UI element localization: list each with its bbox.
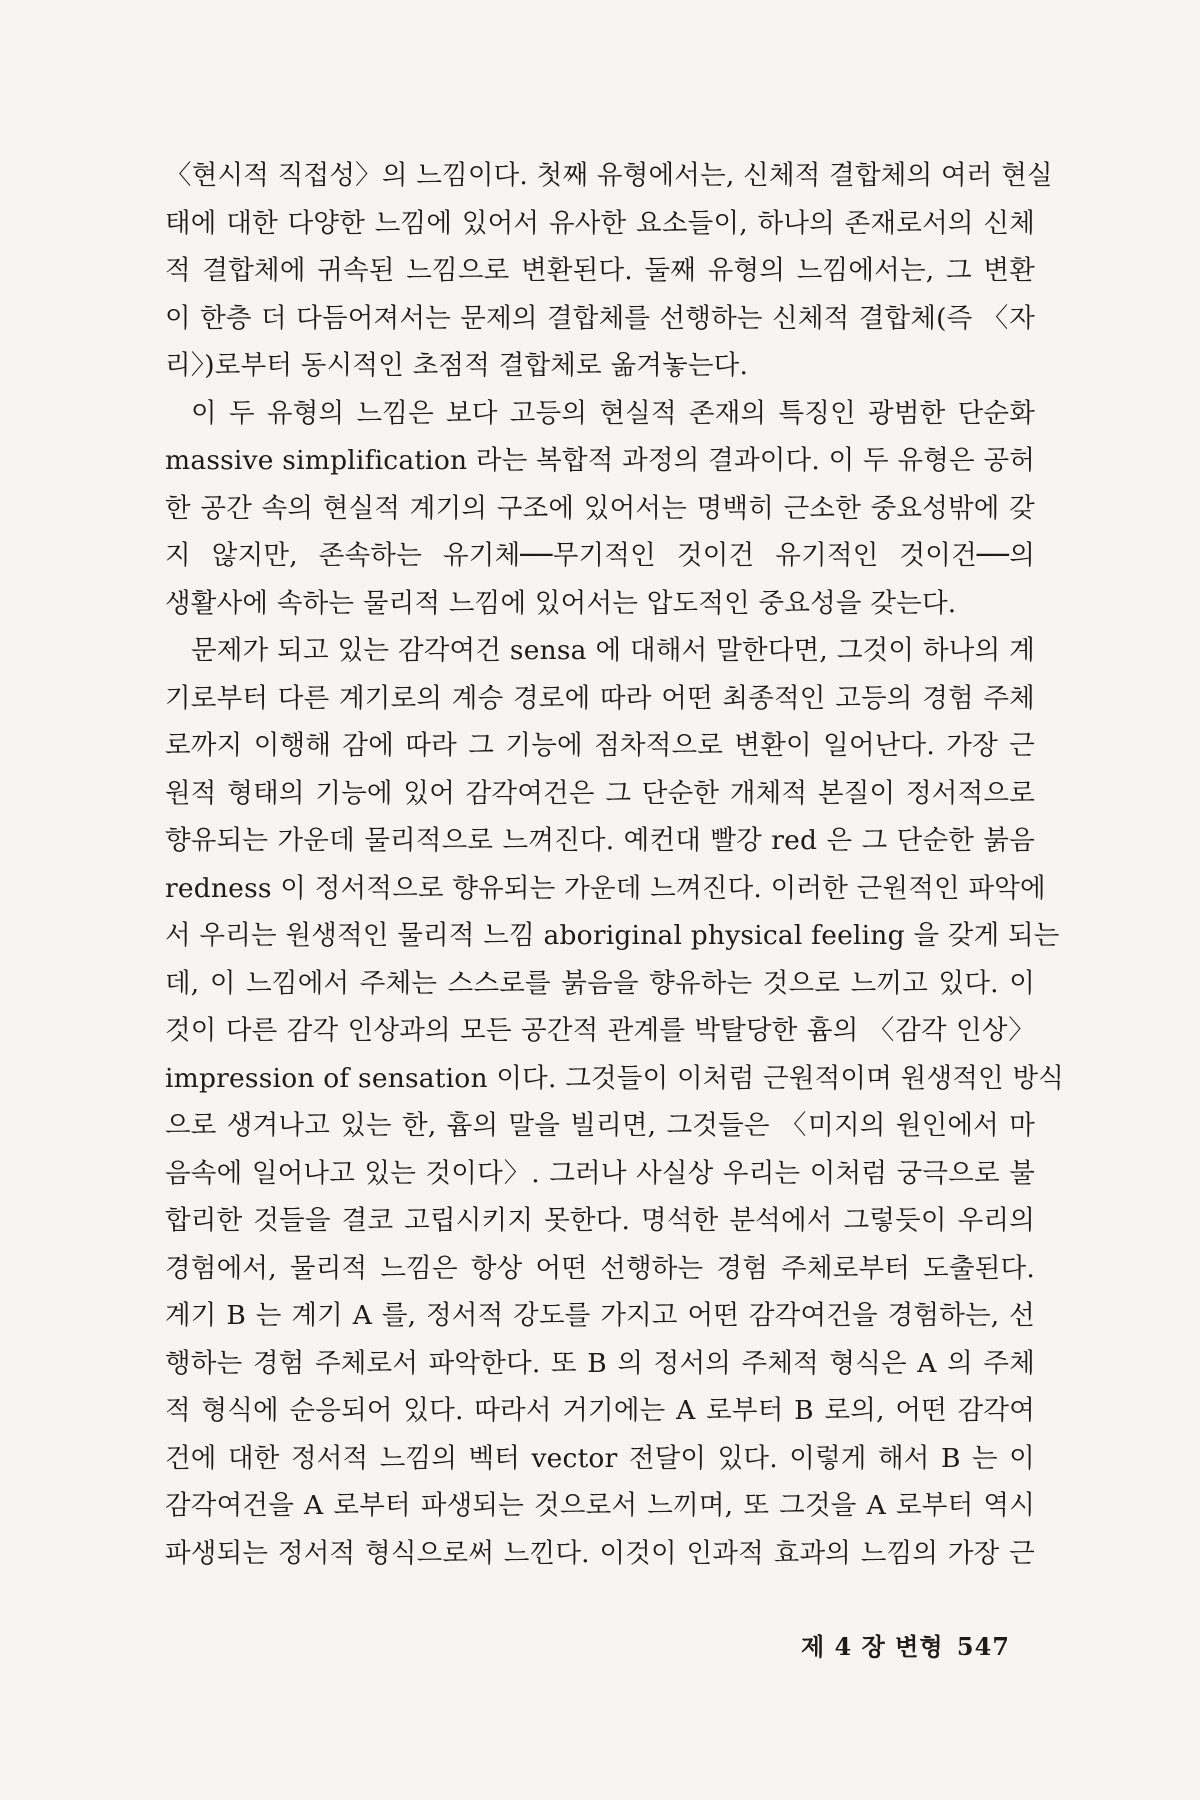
text-line: 서 우리는 원생적인 물리적 느낌 aboriginal physical feeling 을 갖게 되는 xyxy=(165,920,1060,951)
text-line: 이 두 유형의 느낌은 보다 고등의 현실적 존재의 특징인 광범한 단순화 xyxy=(191,397,1035,429)
text-line: 이 한층 더 다듬어져서는 문제의 결합체를 선행하는 신체적 결합체(즉 〈자 xyxy=(165,302,1035,334)
body-text xyxy=(165,152,1065,1577)
text-line: 합리한 것들을 결코 고립시키지 못한다. 명석한 분석에서 그렇듯이 우리의 xyxy=(165,1205,1035,1236)
text-line: 〈현시적 직접성〉의 느낌이다. 첫째 유형에서는, 신체적 결합체의 여러 현실 xyxy=(165,160,1053,191)
page-footer xyxy=(797,1627,1010,1662)
text-line: 생활사에 속하는 물리적 느낌에 있어서는 압도적인 중요성을 갖는다. xyxy=(165,587,957,619)
text-line: 리〉)로부터 동시적인 초점적 결합체로 옮겨놓는다. xyxy=(165,350,749,381)
text-line: 적 형식에 순응되어 있다. 따라서 거기에는 A 로부터 B 로의, 어떤 감각여 xyxy=(165,1395,1035,1426)
text-line: impression of sensation 이다. 그것들이 이처럼 근원적이며 원생적인 방식 xyxy=(165,1062,1065,1094)
text-line: 파생되는 정서적 형식으로써 느낀다. 이것이 인과적 효과의 느낌의 가장 근 xyxy=(165,1537,1035,1569)
text-line: 감각여건을 A 로부터 파생되는 것으로서 느끼며, 또 그것을 A 로부터 역시 xyxy=(165,1490,1035,1521)
text-line: 향유되는 가운데 물리적으로 느껴진다. 예컨대 빨강 red 은 그 단순한 붉음 xyxy=(165,825,1035,856)
text-line: 건에 대한 정서적 느낌의 벡터 vector 전달이 있다. 이렇게 해서 B 는 이 xyxy=(165,1442,1035,1474)
text-line: 지 않지만, 존속하는 유기체──무기적인 것이건 유기적인 것이건──의 xyxy=(165,540,1035,571)
text-line: 행하는 경험 주체로서 파악한다. 또 B 의 정서의 주체적 형식은 A 의 주체 xyxy=(165,1347,1035,1379)
text-line: 원적 형태의 기능에 있어 감각여건은 그 단순한 개체적 본질이 정서적으로 xyxy=(165,777,1035,809)
running-head-chapter: 제 4 장 변형 xyxy=(801,1632,944,1661)
text-line: 기로부터 다른 계기로의 계승 경로에 따라 어떤 최종적인 고등의 경험 주체 xyxy=(165,682,1035,714)
text-line: redness 이 정서적으로 향유되는 가운데 느껴진다. 이러한 근원적인 파악에 xyxy=(165,872,1046,904)
text-line: massive simplification 라는 복합적 과정의 결과이다. 이 두 유형은 공허 xyxy=(165,445,1036,476)
text-line: 계기 B 는 계기 A 를, 정서적 강도를 가지고 어떤 감각여건을 경험하는, 선 xyxy=(165,1300,1035,1331)
text-line: 문제가 되고 있는 감각여건 sensa 에 대해서 말한다면, 그것이 하나의 계 xyxy=(191,635,1035,666)
text-line: 태에 대한 다양한 느낌에 있어서 유사한 요소들이, 하나의 존재로서의 신체 xyxy=(165,207,1035,239)
text-line: 음속에 일어나고 있는 것이다〉. 그러나 사실상 우리는 이처럼 궁극으로 불 xyxy=(165,1157,1035,1189)
text-line: 것이 다른 감각 인상과의 모든 공간적 관계를 박탈당한 흄의 〈감각 인상〉 xyxy=(165,1015,1035,1046)
text-line: 로까지 이행해 감에 따라 그 기능에 점차적으로 변환이 일어난다. 가장 근 xyxy=(165,730,1035,761)
text-line: 경험에서, 물리적 느낌은 항상 어떤 선행하는 경험 주체로부터 도출된다. xyxy=(165,1252,1035,1284)
text-line: 으로 생겨나고 있는 한, 흄의 말을 빌리면, 그것들은 〈미지의 원인에서 마 xyxy=(165,1110,1035,1141)
text-line: 한 공간 속의 현실적 계기의 구조에 있어서는 명백히 근소한 중요성밖에 갖 xyxy=(165,492,1035,524)
text-line: 적 결합체에 귀속된 느낌으로 변환된다. 둘째 유형의 느낌에서는, 그 변환 xyxy=(165,255,1035,286)
page-number: 547 xyxy=(956,1632,1010,1661)
text-line: 데, 이 느낌에서 주체는 스스로를 붉음을 향유하는 것으로 느끼고 있다. 이 xyxy=(165,967,1035,999)
